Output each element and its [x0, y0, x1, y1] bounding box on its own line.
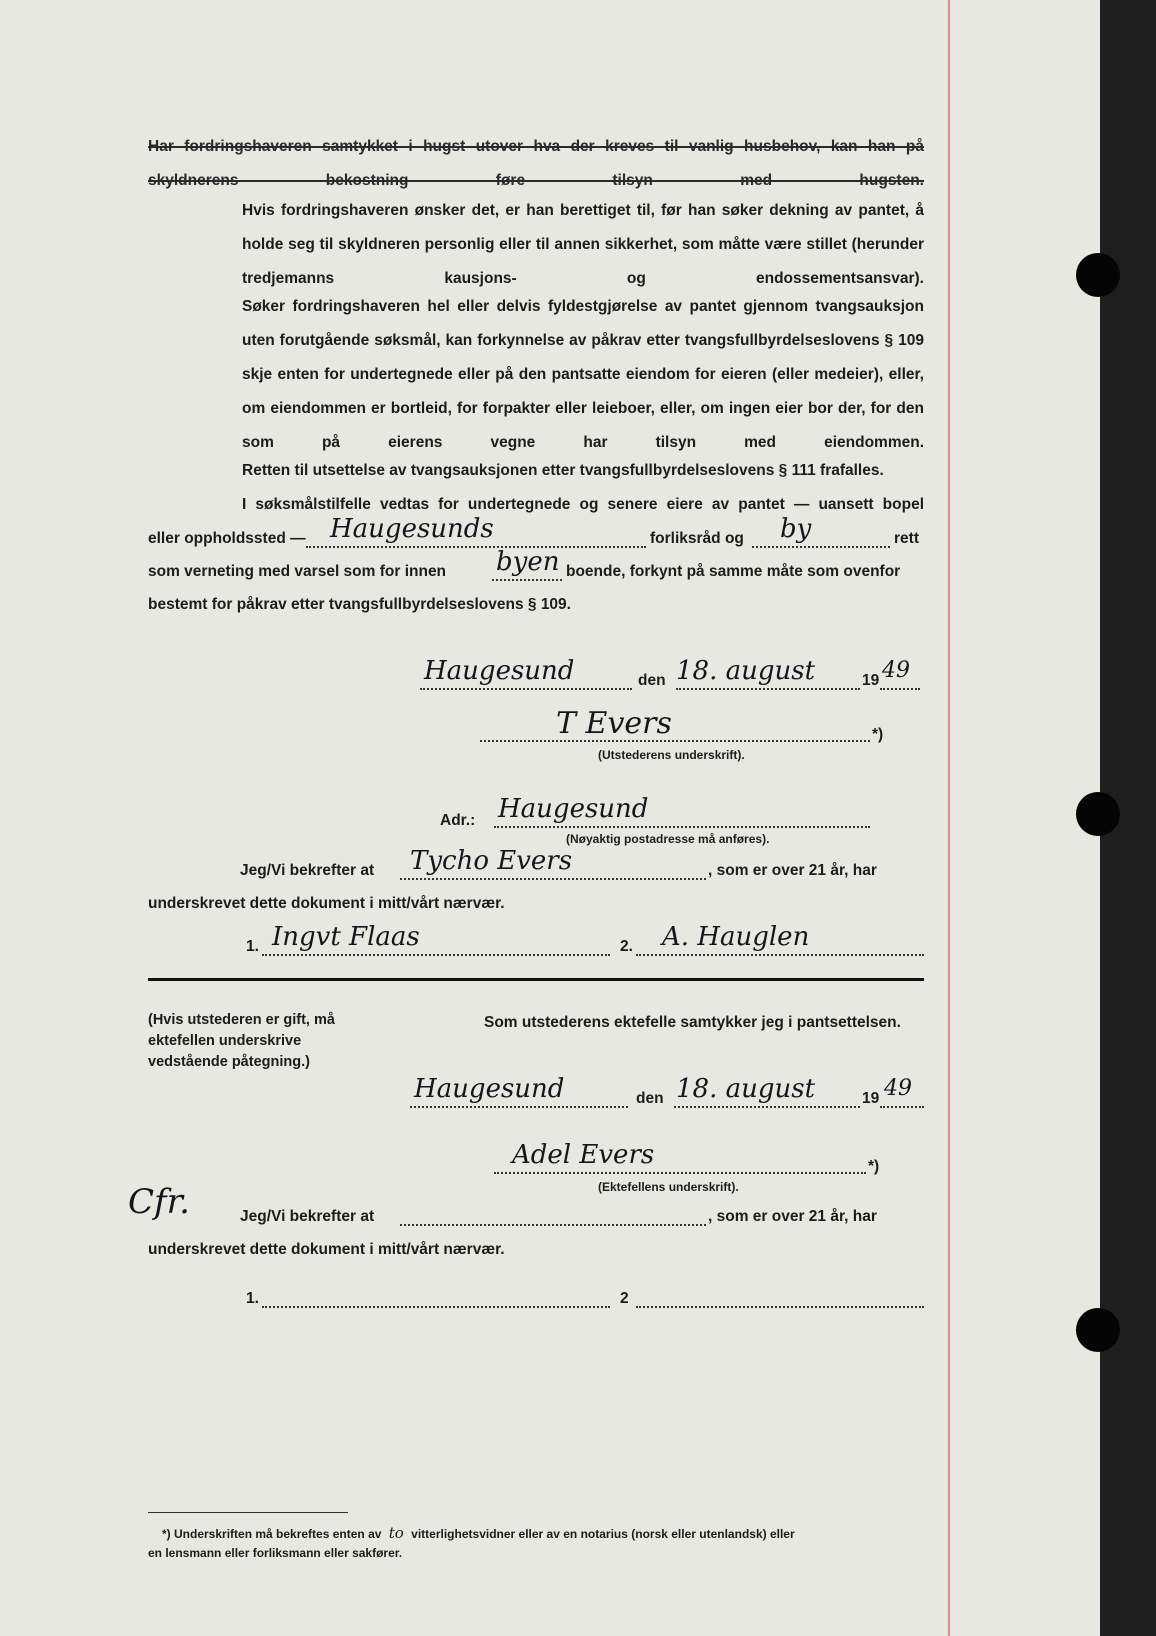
issuer-year-handwritten: 49	[882, 658, 910, 683]
footnote-part2: vitterlighetsvidner eller av en notarius (norsk eller utenlandsk) eller	[411, 1527, 795, 1541]
paragraph-personal-liability: Hvis fordringshaveren ønsker det, er han berettiget til, før han søker dekning av pantet, å holde seg til skyldneren personlig eller til annen sikkerhet, som måtte være stillet (herunder tredjemanns kausjons- og endossementsansvar).	[242, 202, 924, 287]
section-divider	[148, 978, 924, 981]
witness1-sig1-line	[262, 954, 610, 956]
spouse-place-line	[410, 1106, 628, 1108]
venue-line2-prefix: som verneting med varsel som for innen	[148, 563, 447, 580]
issuer-place-line	[420, 688, 632, 690]
spouse-year-handwritten: 49	[884, 1076, 912, 1101]
paragraph-forced-auction: Søker fordringshaveren hel eller delvis fyldestgjørelse av pantet gjennom tvangsauksjon uten forutgående søksmål, kan forkynnelse av påkrav etter tvangsfullbyrdelseslovens § 109 skje enten for undertegnede eller på den pantsatte eiendom for eieren (eller medeier), eller, om eiendommen er bortleid, for forpakter eller leieboer, eller, om ingen eier bor der, for den som på eierens vegne har tilsyn med eiendommen.	[242, 298, 924, 451]
spouse-year-prefix: 19	[862, 1090, 880, 1107]
witness1-line2: underskrevet dette dokument i mitt/vårt nærvær.	[148, 895, 505, 912]
address-caption: (Nøyaktig postadresse må anføres).	[566, 832, 770, 846]
spouse-signature-caption: (Ektefellens underskrift).	[598, 1180, 739, 1194]
footnote-line1	[162, 1524, 795, 1542]
spouse-signature-line	[494, 1172, 866, 1174]
witness2-sig1-line	[262, 1306, 610, 1308]
witness2-n2: 2	[620, 1290, 629, 1307]
venue-city-line	[306, 546, 646, 548]
witness1-n1: 1.	[246, 938, 259, 955]
issuer-den: den	[638, 672, 666, 689]
witness1-name-line	[400, 878, 706, 880]
struck-paragraph: Har fordringshaveren samtykket i hugst utover hva der kreves til vanlig husbehov, kan han på skyldnerens bekostning føre tilsyn med hugsten.	[148, 138, 924, 189]
spouse-den: den	[636, 1090, 664, 1107]
witness1-n2: 2.	[620, 938, 633, 955]
witness1-prefix: Jeg/Vi bekrefter at	[240, 862, 375, 879]
venue-within-line	[492, 579, 562, 581]
issuer-year-line	[880, 688, 920, 690]
issuer-date-line	[676, 688, 860, 690]
issuer-year-prefix: 19	[862, 672, 880, 689]
venue-line2-suffix: boende, forkynt på samme måte som ovenfor	[566, 563, 901, 580]
footnote-rule	[148, 1512, 348, 1513]
witness2-sig2-line	[636, 1306, 924, 1308]
punch-hole	[1076, 1308, 1120, 1352]
venue-court-line	[752, 546, 890, 548]
address-label: Adr.:	[440, 812, 476, 829]
venue-mid: forliksråd og	[650, 530, 744, 547]
issuer-signature-caption: (Utstederens underskrift).	[598, 748, 745, 762]
venue-line3: bestemt for påkrav etter tvangsfullbyrdelseslovens § 109.	[148, 596, 571, 613]
witness1-name-handwritten: Tycho Evers	[410, 846, 573, 876]
issuer-signature-line	[480, 740, 870, 742]
witness2-n1: 1.	[246, 1290, 259, 1307]
witness1-sig1-handwritten: Ingvt Flaas	[272, 922, 420, 952]
witness1-suffix: , som er over 21 år, har	[708, 862, 877, 879]
venue-court-handwritten: by	[780, 514, 812, 544]
witness2-prefix: Jeg/Vi bekrefter at	[240, 1208, 375, 1225]
spouse-date-handwritten: 18. august	[676, 1074, 816, 1104]
issuer-signature-handwritten: T Evers	[556, 706, 672, 741]
issuer-footmark: *)	[872, 726, 884, 743]
punch-hole	[1076, 792, 1120, 836]
issuer-place-handwritten: Haugesund	[424, 656, 575, 686]
venue-suffix: rett	[894, 530, 919, 547]
spouse-year-line	[880, 1106, 924, 1108]
witness1-sig2-handwritten: A. Hauglen	[662, 922, 810, 952]
issuer-date-handwritten: 18. august	[676, 656, 816, 686]
spouse-place-handwritten: Haugesund	[414, 1074, 565, 1104]
spouse-footmark: *)	[868, 1158, 880, 1175]
witness1-sig2-line	[636, 954, 924, 956]
spouse-consent: Som utstederens ektefelle samtykker jeg i pantsettelsen.	[484, 1014, 901, 1031]
venue-within-handwritten: byen	[496, 547, 560, 577]
address-line	[494, 826, 870, 828]
venue-city-handwritten: Haugesunds	[330, 514, 494, 544]
margin-note-handwritten: Cfr.	[128, 1182, 190, 1222]
footnote-count-handwritten: to	[388, 1524, 404, 1542]
footnote-part1: *) Underskriften må bekreftes enten av	[162, 1527, 382, 1541]
venue-prefix: eller oppholdssted —	[148, 530, 306, 547]
paragraph-postponement: Retten til utsettelse av tvangsauksjonen etter tvangsfullbyrdelseslovens § 111 frafalles.	[242, 462, 884, 479]
spouse-date-line	[674, 1106, 860, 1108]
punch-hole	[1076, 253, 1120, 297]
margin-red-line	[948, 0, 950, 1636]
footnote-line2: en lensmann eller forliksmann eller sakfører.	[148, 1546, 403, 1560]
witness2-name-line	[400, 1224, 706, 1226]
witness2-line2: underskrevet dette dokument i mitt/vårt nærvær.	[148, 1241, 505, 1258]
spouse-note: (Hvis utstederen er gift, må ektefellen underskrive vedstående påtegning.)	[148, 1012, 335, 1070]
address-handwritten: Haugesund	[498, 794, 649, 824]
spouse-signature-handwritten: Adel Evers	[512, 1140, 655, 1170]
witness2-suffix: , som er over 21 år, har	[708, 1208, 877, 1225]
paragraph-litigation: I søksmålstilfelle vedtas for undertegnede og senere eiere av pantet — uansett bopel	[242, 496, 924, 513]
